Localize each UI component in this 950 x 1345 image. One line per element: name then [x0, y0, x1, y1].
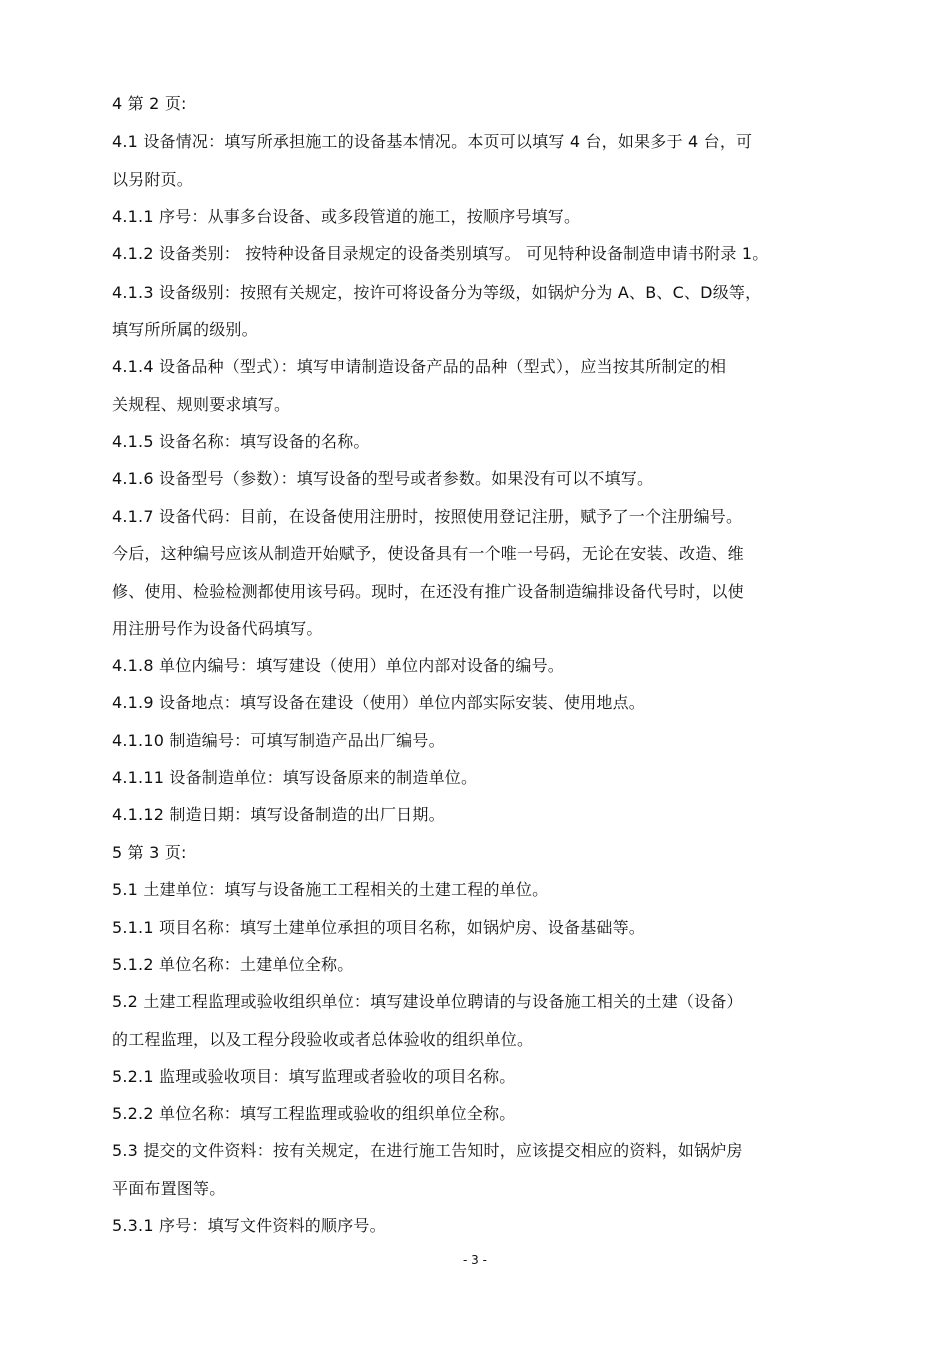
line-4-1-7-cont-2: 修、使用、检验检测都使用该号码。现时，在还没有推广设备制造编排设备代号时，以使 — [112, 582, 744, 601]
line-4-1-11: 4.1.11 设备制造单位：填写设备原来的制造单位。 — [112, 768, 478, 787]
line-5-1-2: 5.1.2 单位名称：土建单位全称。 — [112, 955, 354, 974]
line-4-1-12: 4.1.12 制造日期：填写设备制造的出厂日期。 — [112, 805, 445, 824]
line-4-1-7: 4.1.7 设备代码：目前，在设备使用注册时，按照使用登记注册，赋予了一个注册编号。 — [112, 507, 743, 526]
line-section-4-heading: 4 第 2 页: — [112, 94, 187, 113]
line-4-1-8: 4.1.8 单位内编号：填写建设（使用）单位内部对设备的编号。 — [112, 656, 564, 675]
line-5-2-2: 5.2.2 单位名称：填写工程监理或验收的组织单位全称。 — [112, 1104, 516, 1123]
line-5-3-cont: 平面布置图等。 — [112, 1179, 226, 1198]
line-5-3-1: 5.3.1 序号：填写文件资料的顺序号。 — [112, 1216, 386, 1235]
line-4-1-3-cont: 填写所所属的级别。 — [112, 320, 258, 339]
line-4-1-7-cont-1: 今后，这种编号应该从制造开始赋予，使设备具有一个唯一号码，无论在安装、改造、维 — [112, 544, 744, 563]
line-5-2-1: 5.2.1 监理或验收项目：填写监理或者验收的项目名称。 — [112, 1067, 516, 1086]
page-number: - 3 - — [463, 1253, 487, 1267]
line-4-1-5: 4.1.5 设备名称：填写设备的名称。 — [112, 432, 370, 451]
line-4-1-10: 4.1.10 制造编号：可填写制造产品出厂编号。 — [112, 731, 445, 750]
line-4-1-4: 4.1.4 设备品种（型式）：填写申请制造设备产品的品种（型式），应当按其所制定的相 — [112, 357, 727, 376]
line-4-1-7-cont-3: 用注册号作为设备代码填写。 — [112, 619, 323, 638]
line-5-1: 5.1 土建单位：填写与设备施工工程相关的土建工程的单位。 — [112, 880, 549, 899]
line-section-5-heading: 5 第 3 页: — [112, 843, 187, 862]
line-5-1-1: 5.1.1 项目名称：填写土建单位承担的项目名称，如锅炉房、设备基础等。 — [112, 918, 645, 937]
line-4-1-1: 4.1.1 序号：从事多台设备、或多段管道的施工，按顺序号填写。 — [112, 207, 581, 226]
line-4-1-4-cont: 关规程、规则要求填写。 — [112, 395, 291, 414]
line-4-1-2: 4.1.2 设备类别： 按特种设备目录规定的设备类别填写。 可见特种设备制造申请书附录 1。 — [112, 244, 769, 263]
line-4-1: 4.1 设备情况：填写所承担施工的设备基本情况。本页可以填写 4 台，如果多于 4 台，可 — [112, 132, 753, 151]
line-5-3: 5.3 提交的文件资料：按有关规定，在进行施工告知时，应该提交相应的资料，如锅炉房 — [112, 1141, 743, 1160]
line-4-1-6: 4.1.6 设备型号（参数）：填写设备的型号或者参数。如果没有可以不填写。 — [112, 469, 654, 488]
line-5-2: 5.2 土建工程监理或验收组织单位：填写建设单位聘请的与设备施工相关的土建（设备） — [112, 992, 743, 1011]
line-4-1-cont: 以另附页。 — [112, 170, 194, 189]
line-4-1-9: 4.1.9 设备地点：填写设备在建设（使用）单位内部实际安装、使用地点。 — [112, 693, 645, 712]
line-4-1-3: 4.1.3 设备级别：按照有关规定，按许可将设备分为等级，如锅炉分为 A、B、C、D级等， — [112, 283, 762, 302]
line-5-2-cont: 的工程监理，以及工程分段验收或者总体验收的组织单位。 — [112, 1030, 534, 1049]
